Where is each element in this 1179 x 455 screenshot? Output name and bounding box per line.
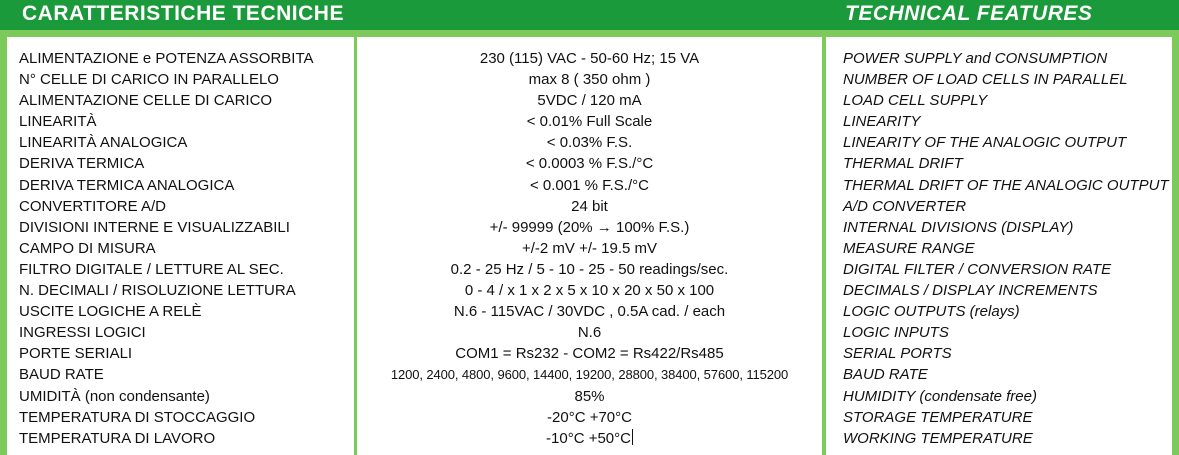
table-frame: [0, 30, 1179, 455]
spec-label-en: HUMIDITY (condensate free): [843, 387, 1037, 405]
spec-value: < 0.0003 % F.S./°C: [525, 155, 654, 173]
text-caret: [632, 429, 633, 445]
spec-value: 24 bit: [571, 197, 608, 215]
spec-value: N.6: [577, 324, 602, 342]
spec-label-en: THERMAL DRIFT OF THE ANALOGIC OUTPUT: [843, 176, 1169, 194]
spec-value: +/-2 mV +/- 19.5 mV: [521, 239, 658, 257]
spec-label-it: INGRESSI LOGICI: [19, 324, 146, 342]
spec-label-en: SERIAL PORTS: [843, 345, 952, 363]
header-bar: [0, 0, 1179, 30]
spec-value: +/- 99999 (20% → 100% F.S.): [489, 218, 690, 236]
spec-label-it: CAMPO DI MISURA: [19, 239, 156, 257]
spec-label-en: BAUD RATE: [843, 366, 928, 384]
spec-label-en: A/D CONVERTER: [843, 197, 967, 215]
column-italian: [7, 37, 354, 455]
spec-label-it: TEMPERATURA DI STOCCAGGIO: [19, 408, 256, 426]
title-italian: CARATTERISTICHE TECNICHE: [22, 2, 344, 25]
column-values: [357, 37, 822, 455]
spec-label-en: DECIMALS / DISPLAY INCREMENTS: [843, 282, 1098, 300]
spec-value: 1200, 2400, 4800, 9600, 14400, 19200, 28800, 38400, 57600, 115200: [390, 367, 789, 383]
spec-value: max 8 ( 350 ohm ): [528, 71, 651, 89]
spec-label-it: N. DECIMALI / RISOLUZIONE LETTURA: [19, 282, 296, 300]
spec-value: 85%: [574, 387, 605, 405]
spec-label-en: LINEARITY: [843, 113, 921, 131]
spec-label-it: N° CELLE DI CARICO IN PARALLELO: [19, 71, 279, 89]
spec-label-it: DERIVA TERMICA: [19, 155, 145, 173]
spec-label-it: DERIVA TERMICA ANALOGICA: [19, 176, 235, 194]
title-english: TECHNICAL FEATURES: [845, 2, 1093, 25]
spec-label-en: THERMAL DRIFT: [843, 155, 963, 173]
spec-label-it: ALIMENTAZIONE e POTENZA ASSORBITA: [19, 50, 314, 67]
spec-label-en: LOGIC OUTPUTS (relays): [843, 303, 1020, 321]
spec-value: 0 - 4 / x 1 x 2 x 5 x 10 x 20 x 50 x 100: [464, 282, 715, 300]
spec-value: -10°C +50°C: [546, 429, 631, 447]
spec-label-en: LOGIC INPUTS: [843, 324, 949, 342]
spec-label-en: LINEARITY OF THE ANALOGIC OUTPUT: [843, 134, 1127, 152]
spec-label-it: UMIDITÀ (non condensante): [19, 387, 210, 405]
spec-label-it: BAUD RATE: [19, 366, 104, 384]
spec-label-en: STORAGE TEMPERATURE: [843, 408, 1033, 426]
spec-value: -20°C +70°C: [547, 408, 632, 426]
spec-label-en: MEASURE RANGE: [843, 239, 975, 257]
spec-label-it: LINEARITÀ: [19, 113, 97, 131]
spec-label-en: LOAD CELL SUPPLY: [843, 92, 988, 110]
spec-value: < 0.01% Full Scale: [526, 113, 653, 131]
spec-label-en: WORKING TEMPERATURE: [843, 429, 1033, 447]
spec-label-it: LINEARITÀ ANALOGICA: [19, 134, 188, 152]
spec-label-it: ALIMENTAZIONE CELLE DI CARICO: [19, 92, 273, 110]
spec-value: < 0.001 % F.S./°C: [530, 176, 649, 194]
spec-value: 5VDC / 120 mA: [537, 92, 642, 110]
spec-label-it: PORTE SERIALI: [19, 345, 133, 363]
spec-label-it: DIVISIONI INTERNE E VISUALIZZABILI: [19, 218, 290, 236]
spec-value: N.6 - 115VAC / 30VDC , 0.5A cad. / each: [453, 303, 726, 321]
spec-value: 230 (115) VAC - 50-60 Hz; 15 VA: [479, 50, 700, 67]
spec-label-it: FILTRO DIGITALE / LETTURE AL SEC.: [19, 260, 284, 278]
spec-label-it: USCITE LOGICHE A RELÈ: [19, 303, 202, 321]
spec-value: COM1 = Rs232 - COM2 = Rs422/Rs485: [455, 345, 724, 363]
spec-value: < 0.03% F.S.: [546, 134, 633, 152]
spec-value: 0.2 - 25 Hz / 5 - 10 - 25 - 50 readings/sec.: [450, 260, 729, 278]
column-english: [826, 37, 1172, 455]
spec-label-it: TEMPERATURA DI LAVORO: [19, 429, 216, 447]
spec-label-en: DIGITAL FILTER / CONVERSION RATE: [843, 260, 1112, 278]
spec-label-en: NUMBER OF LOAD CELLS IN PARALLEL: [843, 71, 1128, 89]
spec-label-it: CONVERTITORE A/D: [19, 197, 166, 215]
spec-label-en: INTERNAL DIVISIONS (DISPLAY): [843, 218, 1074, 236]
spec-label-en: POWER SUPPLY and CONSUMPTION: [843, 50, 1108, 67]
